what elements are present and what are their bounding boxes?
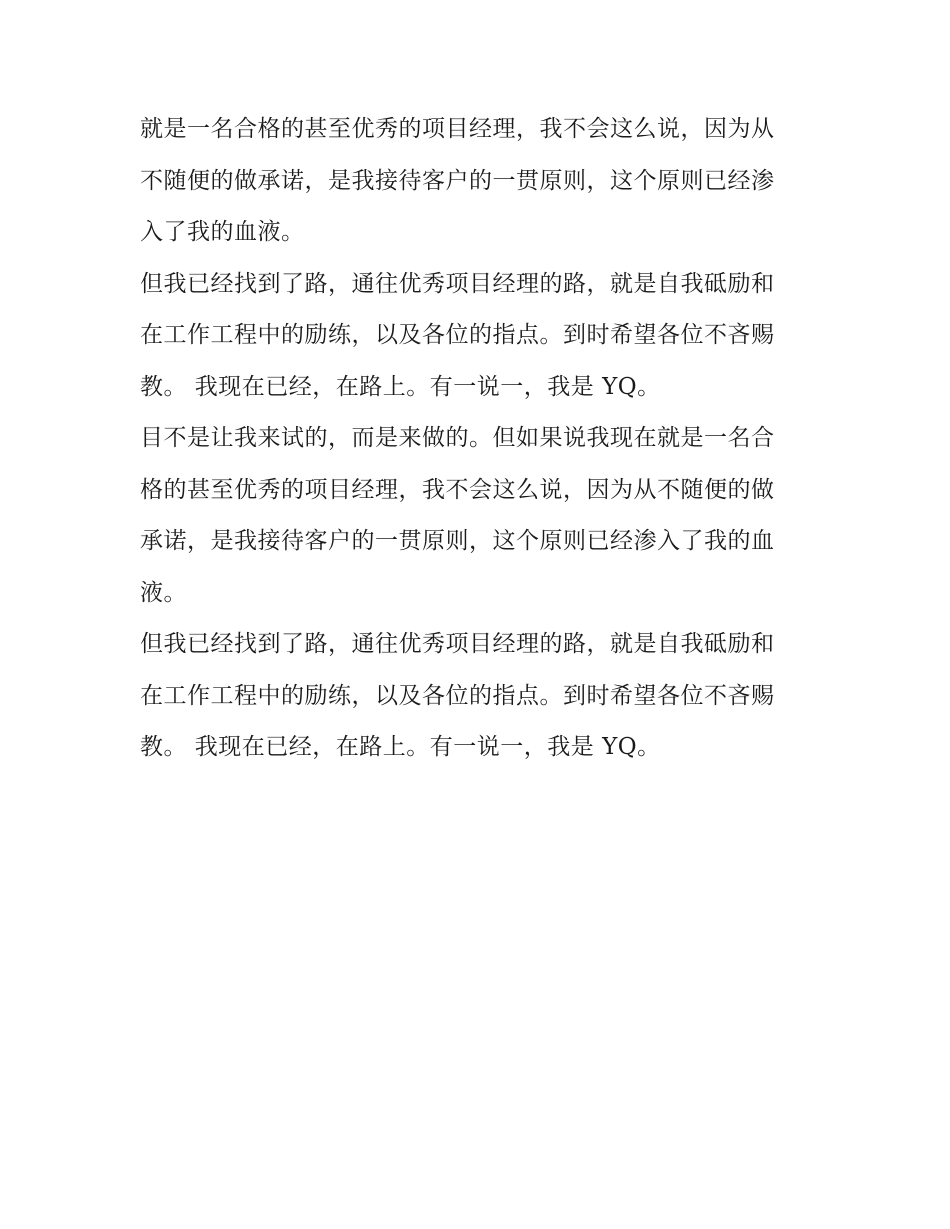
text-line: 不随便的做承诺，是我接待客户的一贯原则，这个原则已经渗 <box>140 167 775 194</box>
document-body <box>140 104 820 774</box>
text-line: 入了我的血液。 <box>140 219 305 245</box>
text-line: 目不是让我来试的，而是来做的。但如果说我现在就是一名合 <box>140 425 775 451</box>
text-line: 液。 <box>140 579 187 606</box>
text-line: 但我已经找到了路，通往优秀项目经理的路，就是自我砥励和 <box>140 270 775 297</box>
text-line: 在工作工程中的励练，以及各位的指点。到时希望各位不吝赐 <box>140 682 775 709</box>
text-line: 承诺，是我接待客户的一贯原则，这个原则已经渗入了我的血 <box>140 528 775 554</box>
text-line: 格的甚至优秀的项目经理，我不会这么说，因为从不随便的做 <box>140 476 775 503</box>
text-line: 教。 我现在已经，在路上。有一说一，我是 YQ。 <box>140 373 661 400</box>
text-line: 但我已经找到了路，通往优秀项目经理的路，就是自我砥励和 <box>140 631 775 657</box>
text-line: 在工作工程中的励练，以及各位的指点。到时希望各位不吝赐 <box>140 322 775 348</box>
text-line: 就是一名合格的甚至优秀的项目经理，我不会这么说，因为从 <box>140 116 775 142</box>
text-line: 教。 我现在已经，在路上。有一说一，我是 YQ。 <box>140 734 661 760</box>
